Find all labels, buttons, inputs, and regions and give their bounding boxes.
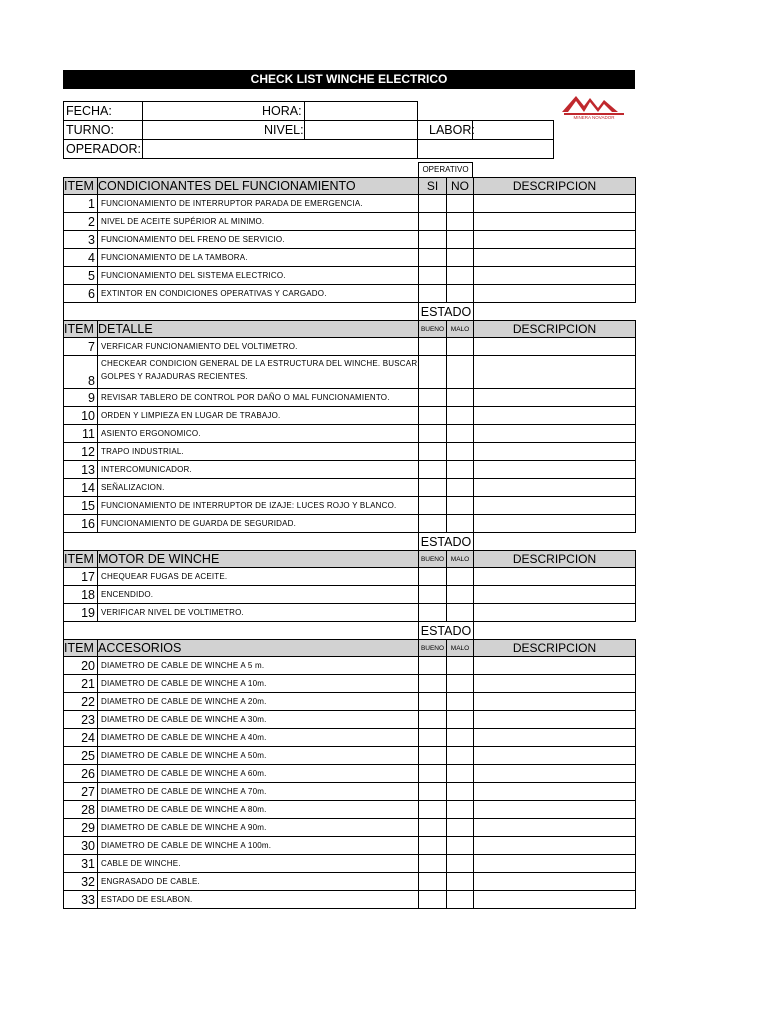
item-number: 4 <box>64 249 98 267</box>
check-col1-cell[interactable] <box>419 819 447 837</box>
check-col2-cell[interactable] <box>447 231 474 249</box>
description-cell[interactable] <box>474 515 636 533</box>
description-cell[interactable] <box>474 855 636 873</box>
table-row <box>64 338 636 356</box>
nivel-label: NIVEL: <box>264 123 304 137</box>
check-col2-cell[interactable] <box>447 568 474 586</box>
section-title: MOTOR DE WINCHE <box>98 551 419 568</box>
item-description: DIAMETRO DE CABLE DE WINCHE A 60m. <box>98 765 419 783</box>
check-col1-cell[interactable] <box>419 249 447 267</box>
item-number: 24 <box>64 729 98 747</box>
table-row <box>64 231 636 249</box>
col1-header: SI <box>419 178 447 195</box>
check-col1-cell[interactable] <box>419 443 447 461</box>
check-col2-cell[interactable] <box>447 267 474 285</box>
table-row <box>64 801 636 819</box>
description-cell[interactable] <box>474 213 636 231</box>
check-col2-cell[interactable] <box>447 338 474 356</box>
nivel-field[interactable] <box>304 120 418 140</box>
item-description: EXTINTOR EN CONDICIONES OPERATIVAS Y CARGADO. <box>98 285 419 303</box>
check-col2-cell[interactable] <box>447 479 474 497</box>
hora-field[interactable] <box>304 101 418 121</box>
section-title: DETALLE <box>98 321 419 338</box>
description-cell[interactable] <box>474 497 636 515</box>
item-number: 16 <box>64 515 98 533</box>
table-row <box>64 195 636 213</box>
check-col2-cell[interactable] <box>447 407 474 425</box>
item-number: 33 <box>64 891 98 909</box>
check-col2-cell[interactable] <box>447 711 474 729</box>
table-row <box>64 586 636 604</box>
item-number: 17 <box>64 568 98 586</box>
operativo-label: OPERATIVO <box>418 162 473 177</box>
item-description: ENGRASADO DE CABLE. <box>98 873 419 891</box>
description-cell[interactable] <box>474 586 636 604</box>
item-number: 32 <box>64 873 98 891</box>
item-number: 13 <box>64 461 98 479</box>
item-number: 6 <box>64 285 98 303</box>
table-row <box>64 693 636 711</box>
table-row <box>64 497 636 515</box>
check-col2-cell[interactable] <box>447 604 474 622</box>
item-number: 31 <box>64 855 98 873</box>
item-number: 18 <box>64 586 98 604</box>
description-cell[interactable] <box>474 267 636 285</box>
item-number: 21 <box>64 675 98 693</box>
description-cell[interactable] <box>474 338 636 356</box>
col1-header: BUENO <box>419 321 447 338</box>
estado-spacer <box>64 622 419 640</box>
check-col2-cell[interactable] <box>447 837 474 855</box>
estado-spacer <box>64 303 419 321</box>
logo-text: MINERA NOVADOR <box>573 115 615 120</box>
description-cell[interactable] <box>474 285 636 303</box>
check-col2-cell[interactable] <box>447 873 474 891</box>
section-title: CONDICIONANTES DEL FUNCIONAMIENTO <box>98 178 419 195</box>
section-title: ACCESORIOS <box>98 640 419 657</box>
table-row <box>64 461 636 479</box>
check-col1-cell[interactable] <box>419 693 447 711</box>
item-number: 29 <box>64 819 98 837</box>
item-description: DIAMETRO DE CABLE DE WINCHE A 70m. <box>98 783 419 801</box>
table-row <box>64 568 636 586</box>
check-col1-cell[interactable] <box>419 231 447 249</box>
check-col2-cell[interactable] <box>447 195 474 213</box>
item-number: 25 <box>64 747 98 765</box>
description-cell[interactable] <box>474 693 636 711</box>
check-col1-cell[interactable] <box>419 801 447 819</box>
description-cell[interactable] <box>474 801 636 819</box>
item-number: 30 <box>64 837 98 855</box>
check-col1-cell[interactable] <box>419 425 447 443</box>
check-col1-cell[interactable] <box>419 837 447 855</box>
table-row <box>64 213 636 231</box>
item-header: ITEM <box>64 178 98 195</box>
table-row <box>64 891 636 909</box>
check-col1-cell[interactable] <box>419 389 447 407</box>
check-col2-cell[interactable] <box>447 675 474 693</box>
item-number: 8 <box>64 356 98 389</box>
description-cell[interactable] <box>474 231 636 249</box>
section-header <box>64 551 636 568</box>
estado-row <box>64 303 636 321</box>
section-header <box>64 321 636 338</box>
item-description: TRAPO INDUSTRIAL. <box>98 443 419 461</box>
check-col2-cell[interactable] <box>447 285 474 303</box>
check-col2-cell[interactable] <box>447 747 474 765</box>
item-number: 22 <box>64 693 98 711</box>
item-number: 9 <box>64 389 98 407</box>
check-col2-cell[interactable] <box>447 515 474 533</box>
estado-row <box>64 533 636 551</box>
description-header: DESCRIPCION <box>474 640 636 657</box>
table-row <box>64 249 636 267</box>
table-row <box>64 711 636 729</box>
description-cell[interactable] <box>474 747 636 765</box>
item-description: FUNCIONAMIENTO DE INTERRUPTOR PARADA DE EMERGENCIA. <box>98 195 419 213</box>
description-cell[interactable] <box>474 443 636 461</box>
item-description: VERIFICAR NIVEL DE VOLTIMETRO. <box>98 604 419 622</box>
table-row <box>64 837 636 855</box>
table-row <box>64 267 636 285</box>
table-row <box>64 425 636 443</box>
item-header: ITEM <box>64 321 98 338</box>
description-cell[interactable] <box>474 783 636 801</box>
item-number: 7 <box>64 338 98 356</box>
item-description: SEÑALIZACION. <box>98 479 419 497</box>
mining-company-logo-icon <box>560 92 628 120</box>
item-description: INTERCOMUNICADOR. <box>98 461 419 479</box>
item-description: REVISAR TABLERO DE CONTROL POR DAÑO O MAL FUNCIONAMIENTO. <box>98 389 419 407</box>
table-row <box>64 479 636 497</box>
description-cell[interactable] <box>474 891 636 909</box>
description-header: DESCRIPCION <box>474 178 636 195</box>
description-cell[interactable] <box>474 657 636 675</box>
table-row <box>64 747 636 765</box>
labor-label: LABOR: <box>429 123 475 137</box>
description-header: DESCRIPCION <box>474 551 636 568</box>
check-col2-cell[interactable] <box>447 657 474 675</box>
item-description: ORDEN Y LIMPIEZA EN LUGAR DE TRABAJO. <box>98 407 419 425</box>
table-row <box>64 783 636 801</box>
item-number: 23 <box>64 711 98 729</box>
check-col1-cell[interactable] <box>419 285 447 303</box>
check-col1-cell[interactable] <box>419 568 447 586</box>
check-col1-cell[interactable] <box>419 747 447 765</box>
item-number: 14 <box>64 479 98 497</box>
check-col1-cell[interactable] <box>419 711 447 729</box>
check-col2-cell[interactable] <box>447 213 474 231</box>
check-col1-cell[interactable] <box>419 604 447 622</box>
description-cell[interactable] <box>474 711 636 729</box>
table-row <box>64 873 636 891</box>
description-cell[interactable] <box>474 195 636 213</box>
section-header <box>64 178 636 195</box>
item-description: FUNCIONAMIENTO DE INTERRUPTOR DE IZAJE: LUCES ROJO Y BLANCO. <box>98 497 419 515</box>
check-col1-cell[interactable] <box>419 407 447 425</box>
item-description: CABLE DE WINCHE. <box>98 855 419 873</box>
item-description: NIVEL DE ACEITE SUPÉRIOR AL MINIMO. <box>98 213 419 231</box>
check-col1-cell[interactable] <box>419 657 447 675</box>
labor-field[interactable] <box>472 120 554 140</box>
item-description: ASIENTO ERGONOMICO. <box>98 425 419 443</box>
table-row <box>64 604 636 622</box>
item-number: 11 <box>64 425 98 443</box>
col1-header: BUENO <box>419 640 447 657</box>
estado-row <box>64 622 636 640</box>
check-col1-cell[interactable] <box>419 855 447 873</box>
item-header: ITEM <box>64 640 98 657</box>
item-number: 26 <box>64 765 98 783</box>
col1-header: BUENO <box>419 551 447 568</box>
check-col1-cell[interactable] <box>419 356 447 389</box>
estado-label: ESTADO <box>419 533 474 551</box>
item-description: FUNCIONAMIENTO DEL SISTEMA ELECTRICO. <box>98 267 419 285</box>
estado-blank <box>474 533 636 551</box>
item-number: 19 <box>64 604 98 622</box>
check-col2-cell[interactable] <box>447 497 474 515</box>
table-row <box>64 356 636 389</box>
description-cell[interactable] <box>474 604 636 622</box>
check-col2-cell[interactable] <box>447 693 474 711</box>
check-col2-cell[interactable] <box>447 249 474 267</box>
check-col1-cell[interactable] <box>419 765 447 783</box>
description-cell[interactable] <box>474 249 636 267</box>
table-row <box>64 389 636 407</box>
item-number: 10 <box>64 407 98 425</box>
fecha-label: FECHA: <box>66 104 112 118</box>
table-row <box>64 729 636 747</box>
description-cell[interactable] <box>474 819 636 837</box>
item-description: VERFICAR FUNCIONAMIENTO DEL VOLTIMETRO. <box>98 338 419 356</box>
item-description: FUNCIONAMIENTO DE GUARDA DE SEGURIDAD. <box>98 515 419 533</box>
check-col2-cell[interactable] <box>447 443 474 461</box>
table-row <box>64 855 636 873</box>
check-col1-cell[interactable] <box>419 675 447 693</box>
check-col1-cell[interactable] <box>419 479 447 497</box>
check-col1-cell[interactable] <box>419 338 447 356</box>
item-description: DIAMETRO DE CABLE DE WINCHE A 20m. <box>98 693 419 711</box>
check-col2-cell[interactable] <box>447 729 474 747</box>
col2-header: MALO <box>447 321 474 338</box>
description-cell[interactable] <box>474 675 636 693</box>
check-col1-cell[interactable] <box>419 497 447 515</box>
item-description: DIAMETRO DE CABLE DE WINCHE A 100m. <box>98 837 419 855</box>
turno-label: TURNO: <box>66 123 114 137</box>
item-number: 3 <box>64 231 98 249</box>
table-row <box>64 443 636 461</box>
description-cell[interactable] <box>474 873 636 891</box>
item-description: DIAMETRO DE CABLE DE WINCHE A 90m. <box>98 819 419 837</box>
hora-label: HORA: <box>262 104 302 118</box>
item-description: ESTADO DE ESLABON. <box>98 891 419 909</box>
check-col1-cell[interactable] <box>419 586 447 604</box>
item-number: 15 <box>64 497 98 515</box>
check-col2-cell[interactable] <box>447 461 474 479</box>
check-col2-cell[interactable] <box>447 855 474 873</box>
table-row <box>64 515 636 533</box>
table-row <box>64 819 636 837</box>
item-description: DIAMETRO DE CABLE DE WINCHE A 5 m. <box>98 657 419 675</box>
col2-header: MALO <box>447 640 474 657</box>
check-col1-cell[interactable] <box>419 873 447 891</box>
item-description: FUNCIONAMIENTO DEL FRENO DE SERVICIO. <box>98 231 419 249</box>
check-col1-cell[interactable] <box>419 729 447 747</box>
table-row <box>64 765 636 783</box>
table-row <box>64 407 636 425</box>
operador-field[interactable] <box>142 139 554 159</box>
section-header <box>64 640 636 657</box>
item-description: CHEQUEAR FUGAS DE ACEITE. <box>98 568 419 586</box>
check-col2-cell[interactable] <box>447 783 474 801</box>
description-cell[interactable] <box>474 407 636 425</box>
item-number: 27 <box>64 783 98 801</box>
description-cell[interactable] <box>474 765 636 783</box>
item-number: 1 <box>64 195 98 213</box>
check-col2-cell[interactable] <box>447 356 474 389</box>
description-header: DESCRIPCION <box>474 321 636 338</box>
check-col1-cell[interactable] <box>419 515 447 533</box>
item-number: 20 <box>64 657 98 675</box>
item-description: CHECKEAR CONDICION GENERAL DE LA ESTRUCTURA DEL WINCHE. BUSCAR GOLPES Y RAJADURAS RECIENTES. <box>98 356 419 389</box>
item-number: 5 <box>64 267 98 285</box>
item-description: ENCENDIDO. <box>98 586 419 604</box>
estado-label: ESTADO <box>419 303 474 321</box>
check-col2-cell[interactable] <box>447 819 474 837</box>
item-number: 2 <box>64 213 98 231</box>
estado-blank <box>474 622 636 640</box>
check-col1-cell[interactable] <box>419 783 447 801</box>
col2-header: MALO <box>447 551 474 568</box>
operador-label: OPERADOR: <box>66 142 142 156</box>
item-description: DIAMETRO DE CABLE DE WINCHE A 30m. <box>98 711 419 729</box>
item-description: DIAMETRO DE CABLE DE WINCHE A 40m. <box>98 729 419 747</box>
item-description: FUNCIONAMIENTO DE LA TAMBORA. <box>98 249 419 267</box>
description-cell[interactable] <box>474 425 636 443</box>
check-col1-cell[interactable] <box>419 891 447 909</box>
form-title: CHECK LIST WINCHE ELECTRICO <box>63 70 635 89</box>
description-cell[interactable] <box>474 461 636 479</box>
item-header: ITEM <box>64 551 98 568</box>
check-col2-cell[interactable] <box>447 891 474 909</box>
description-cell[interactable] <box>474 389 636 407</box>
check-col1-cell[interactable] <box>419 461 447 479</box>
check-col1-cell[interactable] <box>419 267 447 285</box>
item-description: DIAMETRO DE CABLE DE WINCHE A 50m. <box>98 747 419 765</box>
table-row <box>64 285 636 303</box>
check-col1-cell[interactable] <box>419 213 447 231</box>
item-number: 12 <box>64 443 98 461</box>
estado-blank <box>474 303 636 321</box>
check-col2-cell[interactable] <box>447 425 474 443</box>
description-cell[interactable] <box>474 479 636 497</box>
description-cell[interactable] <box>474 356 636 389</box>
description-cell[interactable] <box>474 837 636 855</box>
table-row <box>64 675 636 693</box>
item-description: DIAMETRO DE CABLE DE WINCHE A 10m. <box>98 675 419 693</box>
estado-spacer <box>64 533 419 551</box>
check-col2-cell[interactable] <box>447 586 474 604</box>
check-col2-cell[interactable] <box>447 801 474 819</box>
item-number: 28 <box>64 801 98 819</box>
check-col2-cell[interactable] <box>447 389 474 407</box>
col2-header: NO <box>447 178 474 195</box>
description-cell[interactable] <box>474 568 636 586</box>
checklist-table <box>63 177 636 909</box>
item-description: DIAMETRO DE CABLE DE WINCHE A 80m. <box>98 801 419 819</box>
estado-label: ESTADO <box>419 622 474 640</box>
check-col2-cell[interactable] <box>447 765 474 783</box>
description-cell[interactable] <box>474 729 636 747</box>
check-col1-cell[interactable] <box>419 195 447 213</box>
table-row <box>64 657 636 675</box>
